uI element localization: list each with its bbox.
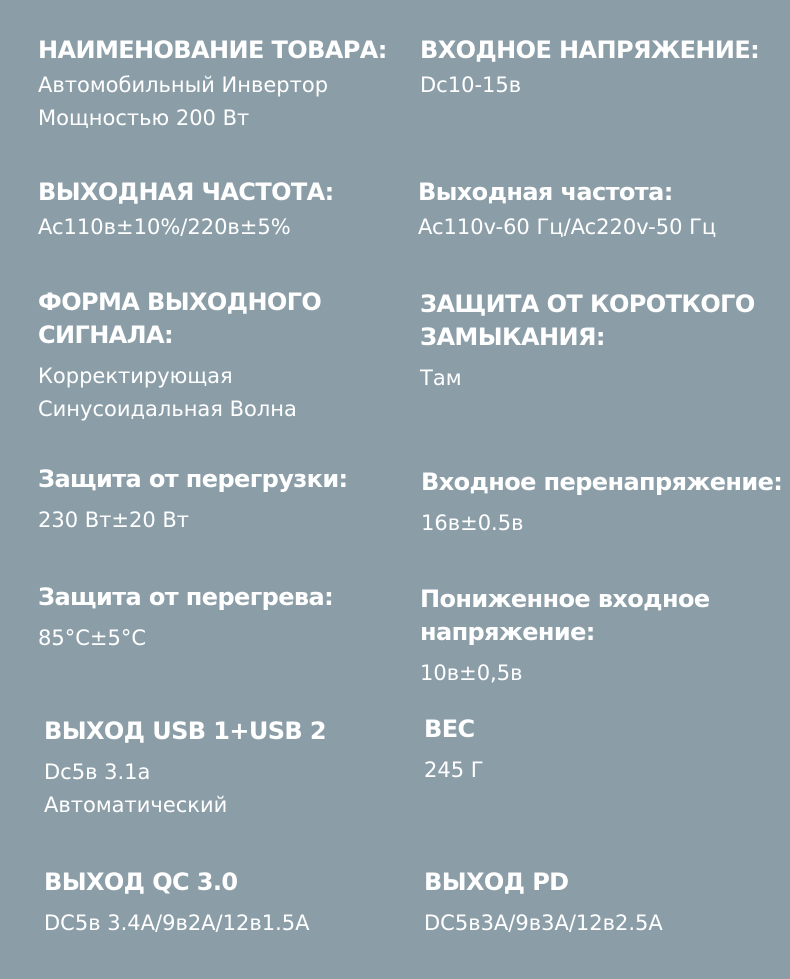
spec-short-circuit-protection	[420, 288, 755, 395]
spec-value	[420, 69, 759, 102]
spec-value-line: Корректирующая	[38, 364, 233, 388]
spec-value	[38, 360, 321, 426]
spec-label: ВЫХОД PD	[424, 868, 569, 896]
spec-label: НАИМЕНОВАНИЕ ТОВАРА:	[38, 36, 387, 64]
spec-weight	[424, 713, 484, 787]
spec-value	[44, 907, 309, 940]
spec-value-line: Там	[420, 366, 462, 390]
spec-value	[424, 754, 484, 787]
spec-value-line: 16в±0.5в	[421, 511, 524, 535]
spec-value-line: Автоматический	[44, 793, 228, 817]
spec-value	[421, 507, 782, 540]
spec-value-line: Dc5в 3.1a	[44, 760, 151, 784]
spec-value	[38, 69, 387, 135]
spec-value-line: DC5в 3.4A/9в2A/12в1.5A	[44, 911, 310, 935]
spec-value-line: Автомобильный Инвертор	[38, 73, 329, 97]
spec-overload-protection	[38, 463, 348, 537]
spec-label: Защита от перегрева:	[38, 583, 334, 611]
spec-value-line: Мощностью 200 Вт	[38, 106, 250, 130]
spec-label	[420, 288, 755, 354]
spec-value-line: 230 Вт±20 Вт	[38, 508, 190, 532]
spec-output-waveform	[38, 286, 321, 426]
spec-value	[38, 211, 334, 244]
spec-label: ВЫХОД QC 3.0	[44, 868, 238, 896]
spec-value-line: DC5в3A/9в3A/12в2.5A	[424, 911, 663, 935]
spec-value-line: 245 Г	[424, 758, 484, 782]
spec-label-line: напряжение:	[420, 618, 595, 646]
spec-product-name	[38, 34, 387, 135]
spec-output-frequency	[38, 176, 334, 244]
spec-value-line: Синусоидальная Волна	[38, 397, 297, 421]
spec-label-line: СИГНАЛА:	[38, 321, 173, 349]
spec-label	[420, 583, 710, 649]
spec-overheat-protection	[38, 581, 333, 655]
spec-value	[424, 907, 663, 940]
spec-label: Выходная частота:	[418, 178, 673, 206]
spec-label-line: ЗАЩИТА ОТ КОРОТКОГО	[420, 290, 755, 318]
spec-value	[38, 622, 333, 655]
spec-input-overvoltage	[421, 466, 782, 540]
spec-value	[38, 504, 348, 537]
spec-label-line: ФОРМА ВЫХОДНОГО	[38, 288, 322, 316]
spec-label: ВЫХОД USB 1+USB 2	[44, 717, 326, 745]
spec-value-line: Dc10-15в	[420, 73, 522, 97]
spec-value	[420, 362, 755, 395]
spec-label: ВЕС	[424, 715, 475, 743]
spec-label-line: Пониженное входное	[420, 585, 710, 613]
spec-input-undervoltage	[420, 583, 710, 690]
spec-label: Защита от перегрузки:	[38, 465, 348, 493]
spec-usb-output	[44, 715, 326, 822]
spec-value-line: 85°C±5°C	[38, 626, 147, 650]
spec-value	[420, 657, 710, 690]
spec-label: ВЫХОДНАЯ ЧАСТОТА:	[38, 178, 334, 206]
spec-value	[44, 756, 326, 822]
spec-value-line: Ac110v-60 Гц/Ac220v-50 Гц	[418, 215, 717, 239]
spec-output-frequency-alt	[418, 176, 716, 244]
spec-label-line: ЗАМЫКАНИЯ:	[420, 323, 605, 351]
spec-label	[38, 286, 321, 352]
spec-pd-output	[424, 866, 663, 940]
spec-value-line: Ac110в±10%/220в±5%	[38, 215, 291, 239]
spec-label: Входное перенапряжение:	[421, 468, 783, 496]
spec-label: ВХОДНОЕ НАПРЯЖЕНИЕ:	[420, 36, 760, 64]
spec-value	[418, 211, 716, 244]
spec-value-line: 10в±0,5в	[420, 661, 523, 685]
spec-qc-output	[44, 866, 309, 940]
spec-input-voltage	[420, 34, 759, 102]
